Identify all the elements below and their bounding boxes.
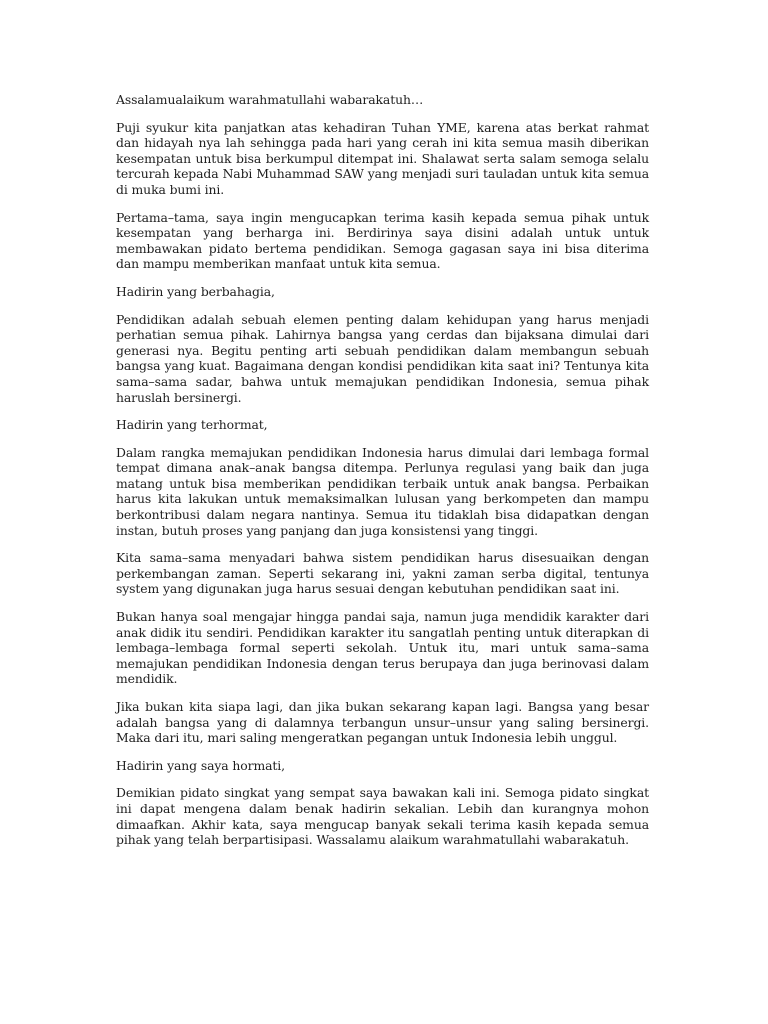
- paragraph-gratitude: Puji syukur kita panjatkan atas kehadiran Tuhan YME, karena atas berkat rahmat dan hidayah nya lah sehingga pada hari yang cerah ini kita semua masih diberikan kesempatan untuk bisa berkumpul ditempat ini. Shalawat serta salam semoga selalu tercurah kepada Nabi Muhammad SAW yang menjadi suri tauladan untuk kita semua di muka bumi ini.: [116, 119, 649, 197]
- address-berbahagia: Hadirin yang berbahagia,: [116, 283, 275, 299]
- paragraph-thanks: Pertama–tama, saya ingin mengucapkan terima kasih kepada semua pihak untuk kesempatan yang berharga ini. Berdirinya saya disini adalah untuk untuk membawakan pidato bertema pendidikan. Semoga gagasan saya ini bisa diterima dan mampu memberikan manfaat untuk kita semua.: [116, 209, 649, 272]
- paragraph-character: Bukan hanya soal mengajar hingga pandai saja, namun juga mendidik karakter dari anak didik itu sendiri. Pendidikan karakter itu sangatlah penting untuk diterapkan di lembaga–lembaga formal seperti sekolah. Untuk itu, mari untuk sama–sama memajukan pendidikan Indonesia dengan terus berupaya dan juga berinovasi dalam mendidik.: [116, 609, 649, 687]
- address-hormati: Hadirin yang saya hormati,: [116, 757, 285, 773]
- paragraph-institutions: Dalam rangka memajukan pendidikan Indonesia harus dimulai dari lembaga formal tempat dimana anak–anak bangsa ditempa. Perlunya regulasi yang baik dan juga matang untuk bisa memberikan pendidikan terbaik untuk anak bangsa. Perbaikan harus kita lakukan untuk memaksimalkan lulusan yang berkompeten dan mampu berkontribusi dalam negara nantinya. Semua itu tidaklah bisa didapatkan dengan instan, butuh proses yang panjang dan juga konsistensi yang tinggi.: [116, 444, 649, 538]
- paragraph-synergy: Jika bukan kita siapa lagi, dan jika bukan sekarang kapan lagi. Bangsa yang besar adalah bangsa yang di dalamnya terbangun unsur–unsur yang saling bersinergi. Maka dari itu, mari saling mengeratkan pegangan untuk Indonesia lebih unggul.: [116, 699, 649, 746]
- greeting-opening: Assalamualaikum warahmatullahi wabarakatuh…: [116, 92, 424, 107]
- address-terhormat: Hadirin yang terhormat,: [116, 417, 268, 433]
- paragraph-digital-era: Kita sama–sama menyadari bahwa sistem pendidikan harus disesuaikan dengan perkembangan zaman. Seperti sekarang ini, yakni zaman serba digital, tentunya system yang digunakan juga harus sesuai dengan kebutuhan pendidikan saat ini.: [116, 550, 649, 597]
- paragraph-closing: Demikian pidato singkat yang sempat saya bawakan kali ini. Semoga pidato singkat ini dapat mengena dalam benak hadirin sekalian. Lebih dan kurangnya mohon dimaafkan. Akhir kata, saya mengucap banyak sekali terima kasih kepada semua pihak yang telah berpartisipasi. Wassalamu alaikum warahmatullahi wabarakatuh.: [116, 785, 649, 848]
- document-page: [116, 92, 649, 860]
- paragraph-importance: Pendidikan adalah sebuah elemen penting dalam kehidupan yang harus menjadi perhatian semua pihak. Lahirnya bangsa yang cerdas dan bijaksana dimulai dari generasi nya. Begitu penting arti sebuah pendidikan dalam membangun sebuah bangsa yang kuat. Bagaimana dengan kondisi pendidikan kita saat ini? Tentunya kita sama–sama sadar, bahwa untuk memajukan pendidikan Indonesia, semua pihak haruslah bersinergi.: [116, 311, 649, 405]
